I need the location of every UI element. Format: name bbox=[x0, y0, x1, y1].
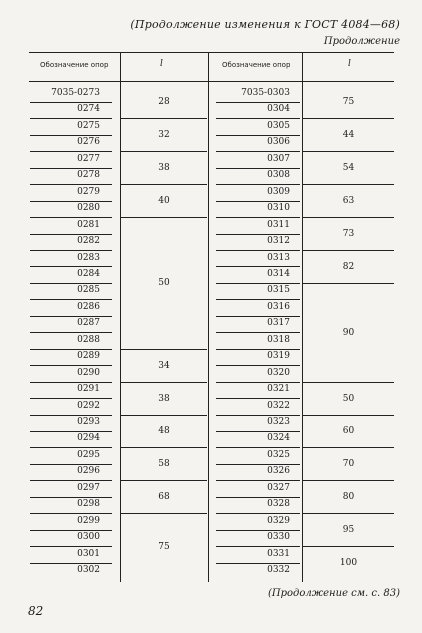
group-separator bbox=[303, 382, 394, 383]
group-separator bbox=[303, 184, 394, 185]
row-separator bbox=[216, 447, 300, 448]
row-separator bbox=[216, 266, 300, 267]
column-header-l-left: l bbox=[160, 59, 163, 69]
row-designation: 0328 bbox=[267, 499, 290, 510]
row-designation: 0277 bbox=[77, 153, 100, 164]
row-designation: 0284 bbox=[77, 268, 100, 279]
row-separator bbox=[30, 102, 112, 103]
group-l-value: 95 bbox=[342, 525, 355, 536]
row-separator bbox=[216, 201, 300, 202]
group-separator bbox=[121, 151, 207, 152]
row-separator bbox=[216, 398, 300, 399]
group-separator bbox=[121, 382, 207, 383]
row-separator bbox=[30, 382, 112, 383]
row-separator bbox=[216, 382, 300, 383]
group-l-value: 38 bbox=[158, 393, 170, 404]
row-designation: 0292 bbox=[77, 400, 100, 411]
row-designation: 0295 bbox=[77, 449, 100, 460]
group-l-value: 75 bbox=[342, 97, 355, 108]
row-designation: 0274 bbox=[77, 104, 100, 115]
row-separator bbox=[216, 464, 300, 465]
row-separator bbox=[216, 563, 300, 564]
table-header-rule bbox=[29, 81, 394, 82]
group-l-value: 70 bbox=[342, 459, 355, 470]
group-separator bbox=[303, 480, 394, 481]
group-separator bbox=[121, 217, 207, 218]
column-header-designation-left: Обозначение опор bbox=[40, 61, 109, 69]
row-separator bbox=[216, 497, 300, 498]
page-number: 82 bbox=[28, 604, 44, 618]
row-designation: 0285 bbox=[77, 285, 100, 296]
row-separator bbox=[30, 168, 112, 169]
group-l-value: 82 bbox=[342, 261, 355, 272]
row-separator bbox=[216, 480, 300, 481]
column-header-designation-right: Обозначение опор bbox=[222, 61, 291, 69]
row-designation: 0326 bbox=[267, 466, 290, 477]
group-separator bbox=[303, 447, 394, 448]
row-designation: 0302 bbox=[77, 565, 100, 576]
row-designation: 0283 bbox=[77, 252, 100, 263]
row-separator bbox=[216, 184, 300, 185]
row-separator bbox=[216, 332, 300, 333]
row-designation: 0330 bbox=[267, 532, 290, 543]
group-separator bbox=[303, 513, 394, 514]
continuation-note: (Продолжение см. с. 83) bbox=[267, 588, 400, 599]
row-designation: 0305 bbox=[267, 120, 290, 131]
row-separator bbox=[30, 398, 112, 399]
row-designation: 0311 bbox=[267, 219, 290, 230]
row-separator bbox=[216, 135, 300, 136]
row-separator bbox=[30, 349, 112, 350]
table-divider-left bbox=[120, 52, 121, 582]
row-designation: 0320 bbox=[267, 367, 290, 378]
group-separator bbox=[303, 151, 394, 152]
row-designation: 0304 bbox=[267, 104, 290, 115]
group-l-value: 44 bbox=[342, 130, 355, 141]
group-l-value: 60 bbox=[342, 426, 355, 437]
row-designation: 0314 bbox=[267, 268, 290, 279]
row-separator bbox=[30, 201, 112, 202]
row-separator bbox=[30, 497, 112, 498]
row-designation: 0310 bbox=[267, 203, 290, 214]
group-separator bbox=[121, 118, 207, 119]
row-separator bbox=[216, 415, 300, 416]
group-separator bbox=[121, 415, 207, 416]
row-designation: 7035-0273 bbox=[51, 88, 100, 98]
row-separator bbox=[216, 217, 300, 218]
row-separator bbox=[30, 234, 112, 235]
row-separator bbox=[30, 266, 112, 267]
row-separator bbox=[30, 118, 112, 119]
row-separator bbox=[30, 135, 112, 136]
row-designation: 0324 bbox=[267, 433, 290, 444]
row-separator bbox=[216, 316, 300, 317]
table-top-rule bbox=[29, 52, 394, 53]
group-l-value: 50 bbox=[158, 278, 170, 289]
row-separator bbox=[30, 316, 112, 317]
row-separator bbox=[216, 299, 300, 300]
row-separator bbox=[30, 299, 112, 300]
row-separator bbox=[216, 234, 300, 235]
group-l-value: 48 bbox=[158, 426, 170, 437]
group-l-value: 58 bbox=[158, 459, 170, 470]
row-separator bbox=[30, 464, 112, 465]
table-divider-middle bbox=[208, 52, 209, 582]
row-separator bbox=[30, 447, 112, 448]
row-separator bbox=[216, 365, 300, 366]
row-designation: 0294 bbox=[77, 433, 100, 444]
group-l-value: 90 bbox=[342, 327, 355, 338]
row-designation: 0331 bbox=[267, 548, 290, 559]
row-designation: 0298 bbox=[77, 499, 100, 510]
row-designation: 0307 bbox=[267, 153, 290, 164]
row-designation: 0297 bbox=[77, 482, 100, 493]
row-separator bbox=[216, 546, 300, 547]
group-separator bbox=[303, 283, 394, 284]
row-designation: 0299 bbox=[77, 515, 100, 526]
row-separator bbox=[216, 102, 300, 103]
row-separator bbox=[216, 349, 300, 350]
row-separator bbox=[216, 530, 300, 531]
group-separator bbox=[121, 447, 207, 448]
row-separator bbox=[216, 283, 300, 284]
row-designation: 0325 bbox=[267, 449, 290, 460]
row-separator bbox=[216, 151, 300, 152]
row-designation: 7035-0303 bbox=[241, 88, 290, 98]
group-separator bbox=[303, 546, 394, 547]
group-l-value: 100 bbox=[339, 558, 358, 569]
row-designation: 0300 bbox=[77, 532, 100, 543]
table-divider-right bbox=[302, 52, 303, 582]
group-l-value: 34 bbox=[158, 360, 170, 371]
group-l-value: 38 bbox=[158, 163, 170, 174]
row-designation: 0278 bbox=[77, 170, 100, 181]
row-designation: 0318 bbox=[267, 334, 290, 345]
row-designation: 0288 bbox=[77, 334, 100, 345]
running-header: (Продолжение изменения к ГОСТ 4084—68) bbox=[130, 18, 400, 31]
row-designation: 0306 bbox=[267, 137, 290, 148]
row-designation: 0323 bbox=[267, 417, 290, 427]
row-designation: 0322 bbox=[267, 400, 290, 411]
row-separator bbox=[30, 546, 112, 547]
row-separator bbox=[30, 217, 112, 218]
row-designation: 0287 bbox=[77, 318, 100, 329]
row-designation: 0280 bbox=[77, 203, 100, 214]
group-l-value: 75 bbox=[158, 541, 170, 552]
row-designation: 0281 bbox=[77, 219, 100, 230]
group-separator bbox=[303, 217, 394, 218]
group-l-value: 54 bbox=[342, 163, 355, 174]
group-separator bbox=[303, 118, 394, 119]
group-l-value: 50 bbox=[342, 393, 355, 404]
row-designation: 0275 bbox=[77, 120, 100, 131]
row-designation: 0316 bbox=[267, 301, 290, 312]
row-separator bbox=[30, 415, 112, 416]
row-designation: 0321 bbox=[267, 384, 290, 395]
row-separator bbox=[30, 563, 112, 564]
row-separator bbox=[216, 168, 300, 169]
row-designation: 0317 bbox=[267, 318, 290, 329]
group-separator bbox=[303, 250, 394, 251]
row-separator bbox=[30, 431, 112, 432]
group-l-value: 28 bbox=[158, 97, 170, 108]
group-separator bbox=[121, 480, 207, 481]
row-designation: 0332 bbox=[267, 565, 290, 576]
column-header-l-right: l bbox=[348, 59, 351, 69]
row-designation: 0308 bbox=[267, 170, 290, 181]
row-designation: 0289 bbox=[77, 351, 100, 362]
row-designation: 0282 bbox=[77, 236, 100, 247]
row-designation: 0319 bbox=[267, 351, 290, 362]
group-l-value: 40 bbox=[158, 196, 170, 207]
row-separator bbox=[216, 431, 300, 432]
row-separator bbox=[30, 184, 112, 185]
row-designation: 0301 bbox=[77, 548, 100, 559]
row-separator bbox=[30, 480, 112, 481]
row-designation: 0276 bbox=[77, 137, 100, 148]
group-l-value: 32 bbox=[158, 130, 170, 141]
row-designation: 0309 bbox=[267, 186, 290, 197]
row-designation: 0296 bbox=[77, 466, 100, 477]
group-l-value: 73 bbox=[342, 229, 355, 240]
row-separator bbox=[30, 513, 112, 514]
row-designation: 0293 bbox=[77, 417, 100, 427]
row-separator bbox=[216, 118, 300, 119]
group-separator bbox=[121, 349, 207, 350]
continuation-label: Продолжение bbox=[323, 36, 400, 47]
group-separator bbox=[121, 513, 207, 514]
row-separator bbox=[30, 283, 112, 284]
group-l-value: 80 bbox=[342, 492, 355, 503]
row-designation: 0329 bbox=[267, 515, 290, 526]
row-designation: 0286 bbox=[77, 301, 100, 312]
row-designation: 0327 bbox=[267, 482, 290, 493]
row-separator bbox=[216, 513, 300, 514]
row-separator bbox=[216, 250, 300, 251]
row-designation: 0279 bbox=[77, 186, 100, 197]
row-designation: 0290 bbox=[77, 367, 100, 378]
row-separator bbox=[30, 332, 112, 333]
row-separator bbox=[30, 365, 112, 366]
row-designation: 0313 bbox=[267, 252, 290, 263]
row-designation: 0312 bbox=[267, 236, 290, 247]
row-separator bbox=[30, 250, 112, 251]
group-l-value: 63 bbox=[342, 196, 355, 207]
row-designation: 0315 bbox=[267, 285, 290, 296]
row-separator bbox=[30, 151, 112, 152]
row-separator bbox=[30, 530, 112, 531]
row-designation: 0291 bbox=[77, 384, 100, 395]
group-separator bbox=[121, 184, 207, 185]
group-l-value: 68 bbox=[158, 492, 170, 503]
group-separator bbox=[303, 415, 394, 416]
